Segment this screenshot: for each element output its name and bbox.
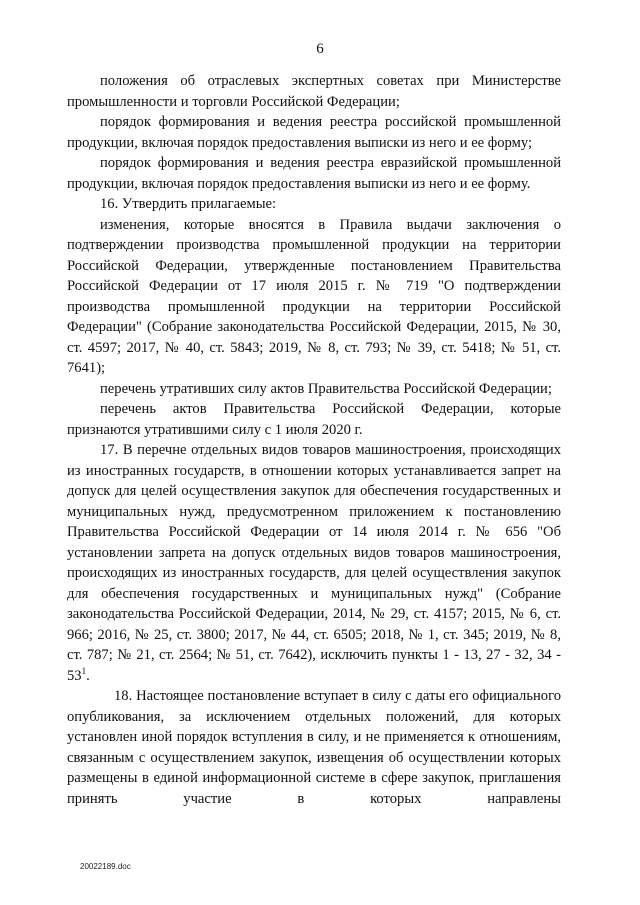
paragraph-18: 18. Настоящее постановление вступает в силу с даты его официального опубликования, за исключением отдельных положений, для которых установлен иной порядок вступления в силу, и не применяется к отношениям, связанным с осуществлением закупок, извещения об осуществлении которых размещены в единой информационной системе в сфере закупок, приглашения принять участие в которых направлены [67,688,561,807]
paragraph-17-end: . [86,667,90,684]
paragraph-17-superscript: 1 [81,665,87,676]
page-number: 6 [316,41,324,57]
paragraph-16-repealed-2020: перечень актов Правительства Российской Федерации, которые признаются утратившими силу с 1 июля 2020 г. [67,401,561,438]
paragraph-16-changes: изменения, которые вносятся в Правила выдачи заключения о подтверждении производства промышленной продукции на территории Российской Федерации, утвержденные постановлением Правительства Российской Федерации от 17 июля 2015 г. № 719 "О подтверждении производства промышленной продукции на территории Российской Федерации" (Собрание законодательства Российской Федерации, 2015, № 30, ст. 4597; 2017, № 40, ст. 5843; 2019, № 8, ст. 793; № 39, ст. 5418; № 51, ст. 7641); [67,216,561,376]
paragraph-expert-councils: положения об отраслевых экспертных советах при Министерстве промышленности и торговли Российской Федерации; [67,73,561,110]
paragraph-russian-registry: порядок формирования и ведения реестра российской промышленной продукции, включая порядок предоставления выписки из него и ее форму; [67,114,561,151]
paragraph-eurasian-registry: порядок формирования и ведения реестра евразийской промышленной продукции, включая порядок предоставления выписки из него и ее форму. [67,155,561,192]
document-body [67,71,561,809]
paragraph-17 [67,440,561,686]
paragraph-16-approve: 16. Утвердить прилагаемые: [100,196,277,212]
footer-filename: 20022189.doc [80,862,131,871]
paragraph-17-text: 17. В перечне отдельных видов товаров машиностроения, происходящих из иностранных государств, в отношении которых устанавливается запрет на допуск для целей осуществления закупок для обеспечения государственных и муниципальных нужд, предусмотренном приложением к постановлению Правительства Российской Федерации от 14 июля 2014 г. № 656 "Об установлении запрета на допуск отдельных видов товаров машиностроения, происходящих из иностранных государств, для целей осуществления закупок для обеспечения государственных и муниципальных нужд" (Собрание законодательства Российской Федерации, 2014, № 29, ст. 4157; 2015, № 6, ст. 966; 2016, № 25, ст. 3800; 2017, № 44, ст. 6505; 2018, № 1, ст. 345; 2019, № 8, ст. 787; № 21, ст. 2564; № 51, ст. 7642), исключить пункты 1 - 13, 27 - 32, 34 - 53 [67,442,561,684]
paragraph-16-repealed-list: перечень утративших силу актов Правительства Российской Федерации; [100,380,552,397]
